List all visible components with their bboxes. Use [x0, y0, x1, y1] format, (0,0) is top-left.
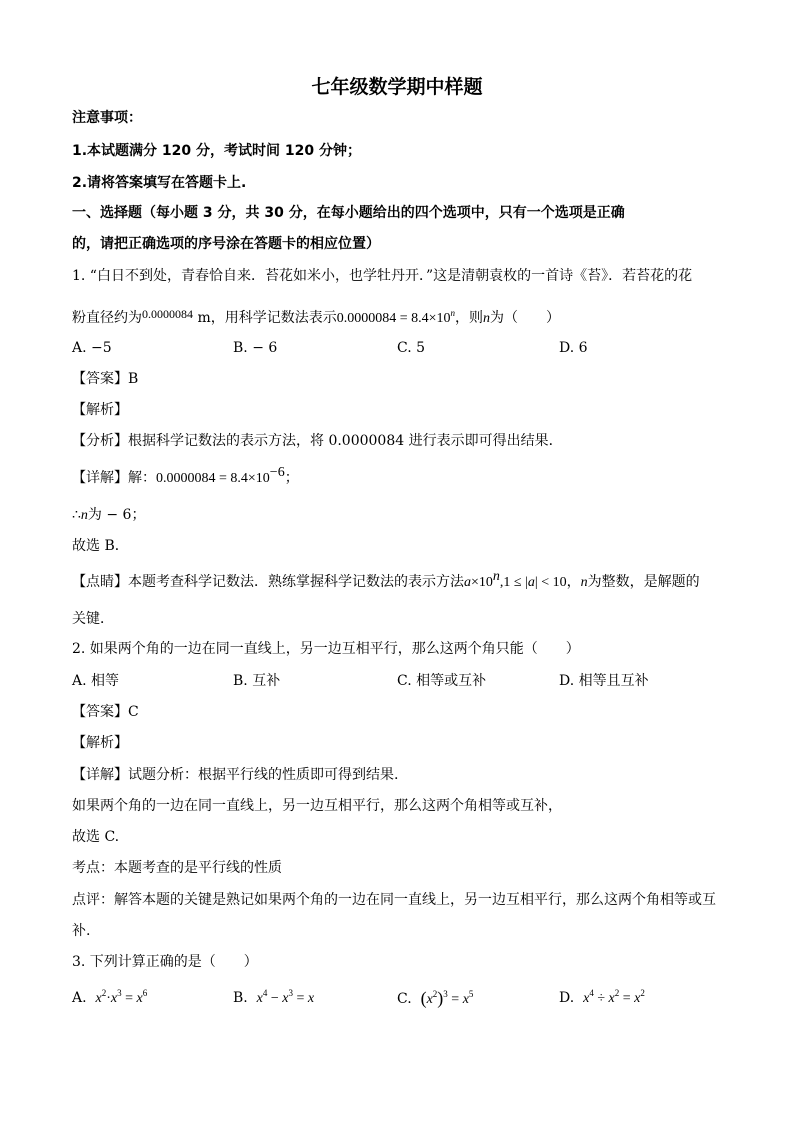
xiangjie-tag: 【详解】 — [72, 767, 128, 783]
dianjing-expr: ×10 — [471, 575, 493, 590]
q1-stem-line-2 — [72, 304, 560, 329]
q2-dianping-line-1: 点评：解答本题的关键是熟记如果两个角的一边在同一直线上，另一边互相平行，那么这两个角相等或互 — [72, 892, 716, 908]
q1-option-d: D. 6 — [559, 340, 588, 356]
dianjing-var-a: a — [464, 575, 471, 590]
q1-fenxi — [72, 431, 563, 451]
q3-option-d-formula: $x^4 \div x^2 = x^2$ — [583, 988, 645, 1006]
q1-answer — [72, 369, 138, 389]
q1-text: 粉直径约为 — [72, 310, 142, 326]
dianjing-exponent: n — [492, 569, 500, 584]
answer-value: C — [128, 704, 139, 720]
q1-expression — [336, 308, 456, 326]
dianjing-text: 本题考查科学记数法．熟练掌握科学记数法的表示方法 — [128, 574, 464, 590]
q1-value: 0.0000084 — [142, 307, 193, 321]
xiangjie-text: 试题分析：根据平行线的性质即可得到结果. — [128, 767, 399, 783]
therefore-text: 为 − 6； — [87, 507, 146, 523]
q1-dianjing — [72, 569, 700, 593]
xiangjie-text: 解： — [128, 470, 156, 486]
fenxi-text: 根据科学记数法的表示方法，将 0.0000084 进行表示即可得出结果． — [128, 433, 563, 449]
dianjing-var-a: a — [527, 575, 535, 590]
q1-option-b: B. − 6 — [233, 340, 278, 356]
q2-kaodian: 考点：本题考查的是平行线的性质 — [72, 860, 282, 876]
dianjing-expr: | < 10 — [534, 575, 567, 590]
q2-analysis-tag: 【解析】 — [72, 735, 128, 751]
q3-option-d — [559, 988, 645, 1009]
answer-tag: 【答案】 — [72, 704, 128, 720]
q2-answer — [72, 702, 139, 722]
q2-stem: 2. 如果两个角的一边在同一直线上，另一边互相平行，那么这两个角只能（ ） — [72, 641, 580, 657]
q1-therefore — [72, 505, 145, 526]
xiangjie-expr: 0.0000084 = 8.4×10 — [156, 471, 270, 486]
answer-tag: 【答案】 — [72, 371, 128, 387]
q3-stem: 3. 下列计算正确的是（ ） — [72, 954, 258, 970]
q2-option-d: D. 相等且互补 — [559, 673, 649, 689]
q1-option-a: A. −5 — [72, 340, 112, 356]
notes-item-1: 1.本试题满分 120 分，考试时间 120 分钟； — [72, 143, 362, 159]
option-label: A. — [72, 990, 87, 1006]
dianjing-text: ， — [566, 574, 581, 590]
q3-option-c-formula: $(x^2)^3 = x^5$ — [420, 988, 474, 1008]
dianjing-expr: ,1 ≤ | — [499, 575, 528, 590]
q3-option-b-formula: $x^4 - x^3 = x$ — [256, 988, 315, 1006]
q1-stem-line-1: 1. “白日不到处，青春恰自来．苔花如米小，也学牡丹开．”这是清朝袁枚的一首诗《苔》．若苔花的花 — [72, 268, 693, 284]
q1-text: m，用科学记数法表示 — [193, 310, 337, 326]
q1-expr-exponent: n — [450, 308, 456, 318]
notes-heading: 注意事项： — [72, 110, 142, 126]
q1-choose: 故选 B． — [72, 538, 129, 554]
q1-text: ，则 — [455, 310, 484, 326]
q1-xiangjie — [72, 465, 299, 489]
q1-text: 为（ ） — [490, 310, 561, 326]
dianjing-tag: 【点睛】 — [72, 574, 128, 590]
xiangjie-tag: 【详解】 — [72, 470, 128, 486]
therefore-symbol: ∴ — [72, 507, 81, 523]
section-heading-line-2: 的，请把正确选项的序号涂在答题卡的相应位置） — [72, 236, 380, 252]
q3-option-a-formula: $x^2\cdot x^3 = x^6$ — [95, 988, 148, 1006]
section-heading-line-1: 一、选择题（每小题 3 分，共 30 分，在每小题给出的四个选项中，只有一个选项是正确 — [72, 205, 625, 221]
q3-option-c — [397, 988, 473, 1010]
q2-xiangjie — [72, 765, 398, 785]
notes-item-2: 2.请将答案填写在答题卡上. — [72, 175, 247, 191]
q1-variable-n: n — [483, 311, 491, 326]
q2-dianping-line-2: 补. — [72, 923, 91, 939]
q2-explanation: 如果两个角的一边在同一直线上，另一边互相平行，那么这两个角相等或互补， — [72, 798, 562, 814]
q1-variable-n: n — [580, 575, 588, 590]
q3-option-b — [233, 988, 314, 1009]
option-label: D. — [559, 990, 575, 1006]
q3-option-a — [72, 988, 147, 1009]
q1-dianjing-line-2: 关键． — [72, 611, 114, 627]
answer-value: B — [128, 371, 139, 387]
q1-variable-n: n — [80, 508, 88, 523]
q2-option-a: A. 相等 — [72, 673, 120, 689]
option-label: B. — [233, 990, 248, 1006]
fenxi-tag: 【分析】 — [72, 433, 128, 449]
xiangjie-text: ； — [284, 470, 299, 486]
q2-option-b: B. 互补 — [233, 673, 281, 689]
q2-choose: 故选 C. — [72, 829, 120, 845]
option-label: C. — [397, 991, 412, 1007]
xiangjie-exponent: −6 — [269, 465, 285, 480]
q1-expr-lhs: 0.0000084 = 8.4×10 — [336, 311, 451, 326]
q2-option-c: C. 相等或互补 — [397, 673, 487, 689]
q1-option-c: C. 5 — [397, 340, 426, 356]
page-title: 七年级数学期中样题 — [311, 76, 483, 98]
q1-analysis-tag: 【解析】 — [72, 402, 128, 418]
dianjing-text: 为整数，是解题的 — [587, 574, 700, 590]
